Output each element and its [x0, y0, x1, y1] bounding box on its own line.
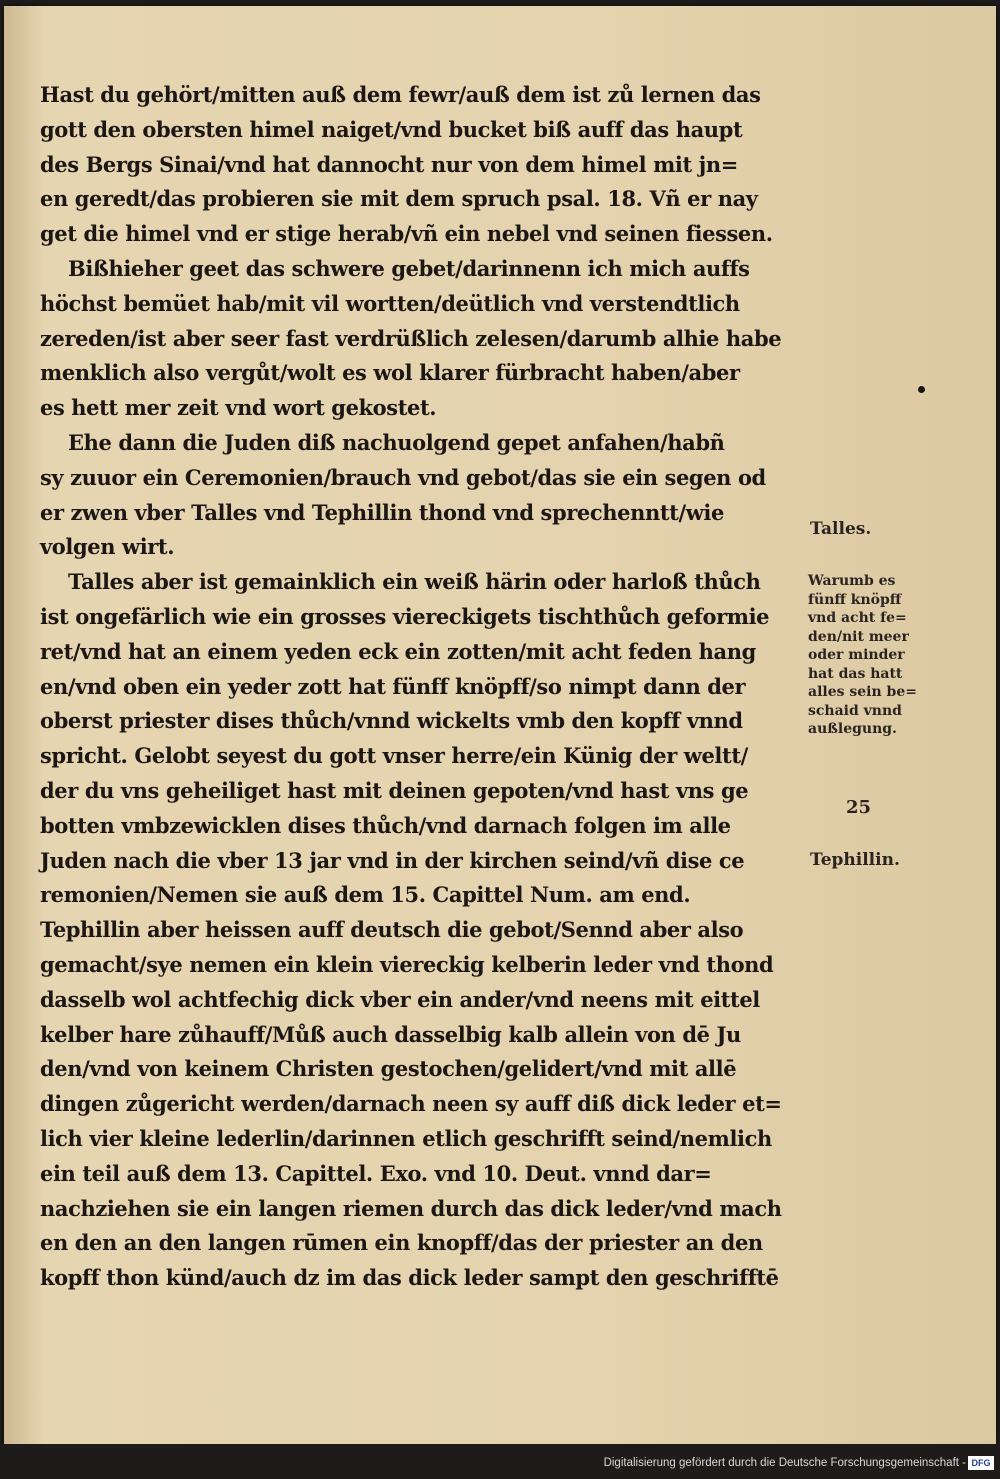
text-line: en geredt/das probieren sie mit dem spruch psal. 18. Vñ er nay — [40, 186, 758, 212]
signature-mark: 25 — [846, 797, 872, 818]
text-line: zereden/ist aber seer fast verdrüßlich zelesen/darumb alhie habe — [40, 325, 782, 351]
text-line: Hast du gehört/mitten auß dem fewr/auß dem ist zů lernen das — [40, 82, 761, 107]
text-line: Tephillin aber heissen auff deutsch die gebot/Sennd aber also — [40, 917, 744, 943]
side-note-line: vnd acht fe= — [808, 610, 907, 626]
text-line: dasselb wol achtfechig dick vber ein ander/vnd neens mit eittel — [40, 986, 760, 1012]
text-line: es hett mer zeit vnd wort gekostet. — [40, 395, 437, 421]
text-line: lich vier kleine lederlin/darinnen etlich geschrifft seind/nemlich — [40, 1125, 772, 1151]
margin-dot — [918, 386, 925, 393]
text-line: en/vnd oben ein yeder zott hat fünff knöpff/so nimpt dann der — [40, 673, 746, 699]
side-note-warumb — [808, 572, 917, 739]
text-line: er zwen vber Talles vnd Tephillin thond vnd sprechenntt/wie — [40, 499, 724, 525]
side-note-talles: Talles. — [810, 519, 872, 539]
document-page — [4, 6, 996, 1444]
text-line: kelber hare zůhauff/Můß auch dasselbig kalb allein von dē Ju — [40, 1021, 741, 1047]
main-text-block — [40, 78, 830, 1296]
text-line: ist ongefärlich wie ein grosses viereckigets tischthůch geformie — [40, 603, 770, 629]
side-note-line: oder minder — [808, 647, 905, 663]
text-line: oberst priester dises thůch/vnnd wickelts vmb den kopff vnnd — [40, 708, 743, 734]
side-note-tephillin: Tephillin. — [810, 850, 900, 870]
dfg-logo: DFG — [968, 1456, 994, 1470]
text-line: des Bergs Sinai/vnd hat dannocht nur von dem himel mit jn= — [40, 151, 738, 177]
side-note-line: schaid vnnd — [808, 702, 902, 719]
side-note-line: den/nit meer — [808, 628, 909, 645]
text-line: Juden nach die vber 13 jar vnd in der kirchen seind/vñ dise ce — [40, 847, 745, 873]
text-line: gott den obersten himel naiget/vnd bucket biß auff das haupt — [40, 116, 743, 142]
side-note-line: Warumb es — [808, 573, 896, 589]
text-line: dingen zůgericht werden/darnach neen sy auff diß dick leder et= — [40, 1091, 782, 1117]
text-line: Ehe dann die Juden diß nachuolgend gepet anfahen/habñ — [68, 429, 725, 455]
text-line: Bißhieher geet das schwere gebet/darinnenn ich mich auffs — [68, 255, 750, 281]
text-line: Talles aber ist gemainklich ein weiß härin oder harloß thůch — [68, 569, 761, 595]
text-line: höchst bemüet hab/mit vil wortten/deütlich vnd verstendtlich — [40, 290, 740, 316]
footer-credit: Digitalisierung gefördert durch die Deutsche Forschungsgemeinschaft - — [603, 1457, 966, 1469]
text-line: sy zuuor ein Ceremonien/brauch vnd gebot/das sie ein segen od — [40, 464, 766, 490]
text-line: nachziehen sie ein langen riemen durch das dick leder/vnd mach — [40, 1195, 782, 1221]
text-line: en den an den langen rūmen ein knopff/das der priester an den — [40, 1230, 763, 1256]
text-line: den/vnd von keinem Christen gestochen/gelidert/vnd mit allē — [40, 1056, 737, 1082]
text-line: gemacht/sye nemen ein klein viereckig kelberin leder vnd thond — [40, 951, 774, 977]
side-note-line: hat das hatt — [808, 665, 903, 682]
text-line: spricht. Gelobt seyest du gott vnser herre/ein Künig der weltt/ — [40, 743, 748, 769]
text-line: ein teil auß dem 13. Capittel. Exo. vnd 10. Deut. vnnd dar= — [40, 1160, 712, 1186]
text-line: remonien/Nemen sie auß dem 15. Capittel Num. am end. — [40, 882, 691, 908]
text-line: der du vns geheiliget hast mit deinen gepoten/vnd hast vns ge — [40, 777, 749, 803]
side-note-line: fünff knöpff — [808, 591, 902, 608]
text-line: ret/vnd hat an einem yeden eck ein zotten/mit acht feden hang — [40, 638, 756, 664]
text-line: volgen wirt. — [40, 534, 175, 560]
text-line: get die himel vnd er stige herab/vñ ein nebel vnd seinen fiessen. — [40, 221, 773, 247]
side-note-line: außlegung. — [808, 721, 897, 737]
text-line: kopff thon künd/auch dz im das dick leder sampt den geschrifftē — [40, 1265, 779, 1291]
text-line: menklich also vergůt/wolt es wol klarer fürbracht haben/aber — [40, 360, 740, 386]
text-line: botten vmbzewicklen dises thůch/vnd darnach folgen im alle — [40, 812, 731, 838]
side-note-line: alles sein be= — [808, 684, 917, 700]
